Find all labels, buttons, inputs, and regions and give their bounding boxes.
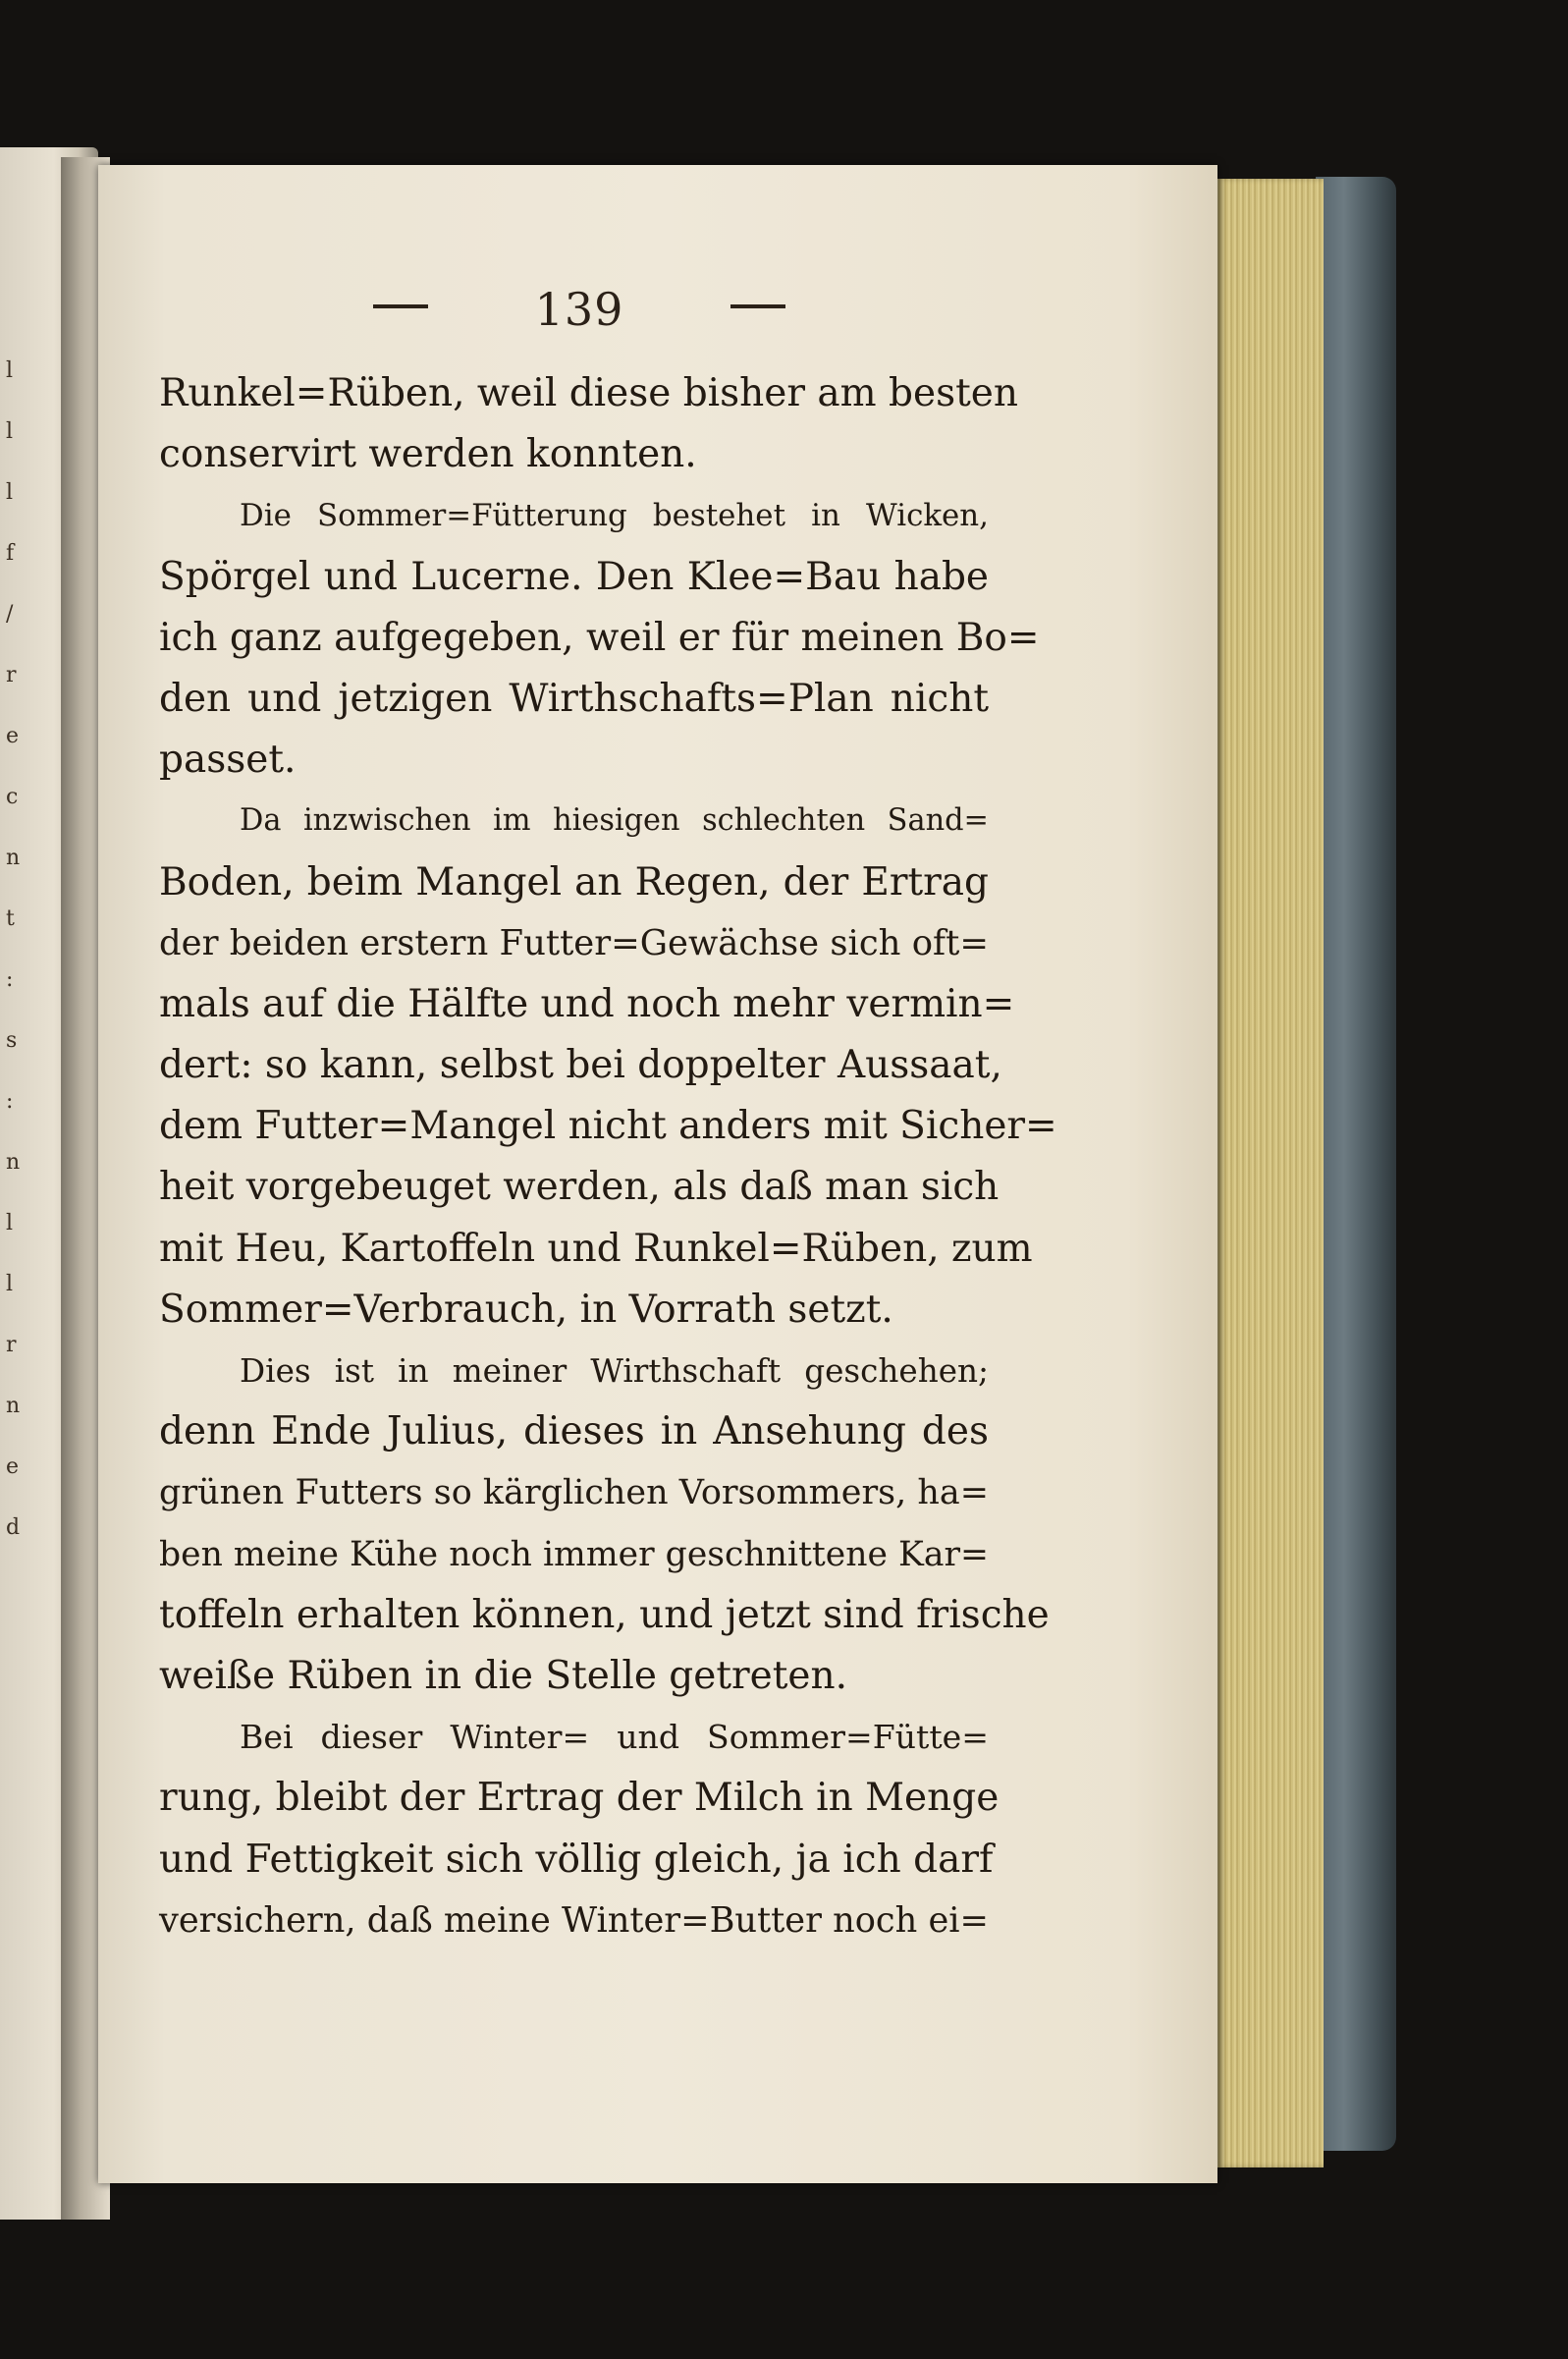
text-line: Bei dieser Winter= und Sommer=Fütte= [240,1718,989,1757]
text-line: Da inzwischen im hiesigen schlechten Sand= [240,803,989,839]
facing-page-glyph: l [6,1211,14,1235]
facing-page-glyph: l [6,1272,14,1296]
book-cover [1316,177,1396,2151]
text-line: Sommer=Verbrauch, in Vorrath setzt. [159,1287,893,1332]
facing-page-glyph: d [6,1515,21,1540]
text-line: heit vorgebeuget werden, als daß man sich [159,1165,1000,1210]
facing-page-glyph: r [6,663,17,687]
facing-page-glyph: r [6,1333,17,1357]
text-line: und Fettigkeit sich völlig gleich, ja ich darf [159,1837,994,1882]
facing-page-glyph: : [6,967,14,992]
text-line: Dies ist in meiner Wirthschaft geschehen; [240,1352,989,1390]
facing-page-glyph: l [6,480,14,505]
facing-page-glyph: e [6,1454,20,1479]
facing-page-glyph: e [6,724,20,748]
text-line: ich ganz aufgegeben, weil er für meinen Bo= [159,615,1040,660]
facing-page-glyph: n [6,846,21,870]
text-line: mit Heu, Kartoffeln und Runkel=Rüben, zum [159,1226,1033,1271]
text-line: toffeln erhalten können, und jetzt sind frische [159,1592,1050,1637]
text-line: der beiden erstern Futter=Gewächse sich oft= [159,922,989,963]
text-line: grünen Futters so kärglichen Vorsommers, ha= [159,1473,989,1513]
facing-page-glyph: / [6,602,14,627]
facing-page-glyph: l [6,358,14,383]
text-line: mals auf die Hälfte und noch mehr vermin= [159,981,1015,1026]
facing-page-glyph: : [6,1089,14,1114]
text-line: Spörgel und Lucerne. Den Klee=Bau habe [159,554,989,599]
text-line: versichern, daß meine Winter=Butter noch ei= [159,1899,989,1941]
header-dash-right [730,304,785,308]
facing-page-glyph: t [6,906,15,931]
gilt-fore-edge [1216,179,1324,2167]
text-line: dert: so kann, selbst bei doppelter Aussaat, [159,1043,1002,1088]
text-line: denn Ende Julius, dieses in Ansehung des [159,1409,989,1454]
facing-page-glyph: l [6,419,14,444]
text-line: Die Sommer=Fütterung bestehet in Wicken, [240,498,989,534]
text-line: Runkel=Rüben, weil diese bisher am besten [159,371,1018,415]
page-header [373,283,785,346]
page-text [159,363,1057,1951]
text-line: weiße Rüben in die Stelle getreten. [159,1653,848,1698]
facing-page-glyph: s [6,1028,18,1053]
page-number: 139 [534,283,624,336]
text-line: Boden, beim Mangel an Regen, der Ertrag [159,859,989,905]
text-line: den und jetzigen Wirthschafts=Plan nicht [159,676,989,721]
facing-page-glyph: n [6,1394,21,1418]
facing-page-glyph: c [6,785,19,809]
text-line: passet. [159,738,297,783]
facing-page-glyph: f [6,541,15,566]
text-line: rung, bleibt der Ertrag der Milch in Menge [159,1776,1000,1821]
text-line: ben meine Kühe noch immer geschnittene Kar= [159,1534,989,1574]
facing-page-glyph: n [6,1150,21,1175]
text-line: dem Futter=Mangel nicht anders mit Sicher= [159,1104,1057,1149]
text-line: conservirt werden konnten. [159,432,697,477]
